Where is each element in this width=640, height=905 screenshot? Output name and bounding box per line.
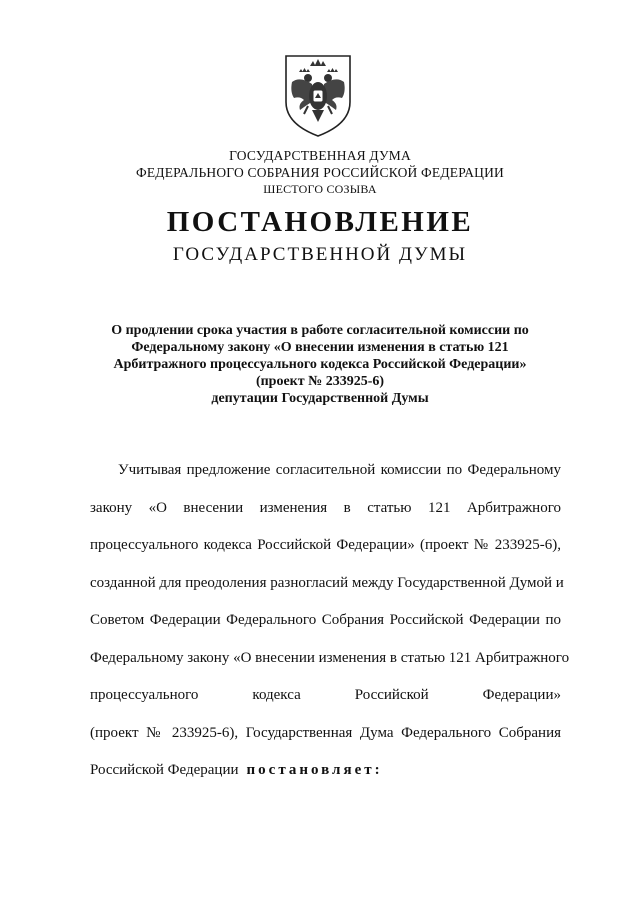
issuer-line-2: ФЕДЕРАЛЬНОГО СОБРАНИЯ РОССИЙСКОЙ ФЕДЕРАЦИИ (136, 165, 504, 180)
body-line: процессуального кодекса Российской Федерации» (проект № 233925-6), (90, 537, 561, 553)
issuer-line-1: ГОСУДАРСТВЕННАЯ ДУМА (229, 148, 411, 163)
body-line: Учитывая предложение согласительной комиссии по Федеральному (118, 462, 561, 478)
issuer-header (0, 147, 640, 198)
title-line: О продлении срока участия в работе согласительной комиссии по (111, 323, 529, 338)
body-line-final (90, 752, 561, 790)
document-type: ПОСТАНОВЛЕНИЕ (166, 206, 474, 238)
body-line: Советом Федерации Федерального Собрания Российской Федерации по (90, 612, 561, 628)
body-line: созданной для преодоления разногласий между Государственной Думой и (90, 574, 564, 591)
body-line: закону «О внесении изменения в статью 121 Арбитражного (90, 499, 561, 516)
coat-of-arms-icon (282, 52, 354, 138)
body-line: Федеральному закону «О внесении изменения в статью 121 Арбитражного (90, 649, 570, 666)
title-line: депутации Государственной Думы (211, 391, 429, 406)
document-issuer: ГОСУДАРСТВЕННОЙ ДУМЫ (172, 244, 468, 265)
convocation-line: ШЕСТОГО СОЗЫВА (263, 182, 377, 196)
title-line: (проект № 233925-6) (255, 374, 385, 389)
resolution-title (80, 322, 560, 407)
resolution-body (90, 452, 570, 790)
body-line: Российской Федерации (90, 762, 239, 778)
body-line: процессуального кодекса Российской Федерации» (90, 687, 561, 703)
title-line: Арбитражного процессуального кодекса Российской Федерации» (113, 357, 527, 372)
title-line: Федеральному закону «О внесении изменения в статью 121 (131, 340, 509, 355)
decree-word: постановляет: (246, 762, 383, 778)
body-line: (проект № 233925-6), Государственная Дума Федерального Собрания (90, 724, 561, 741)
